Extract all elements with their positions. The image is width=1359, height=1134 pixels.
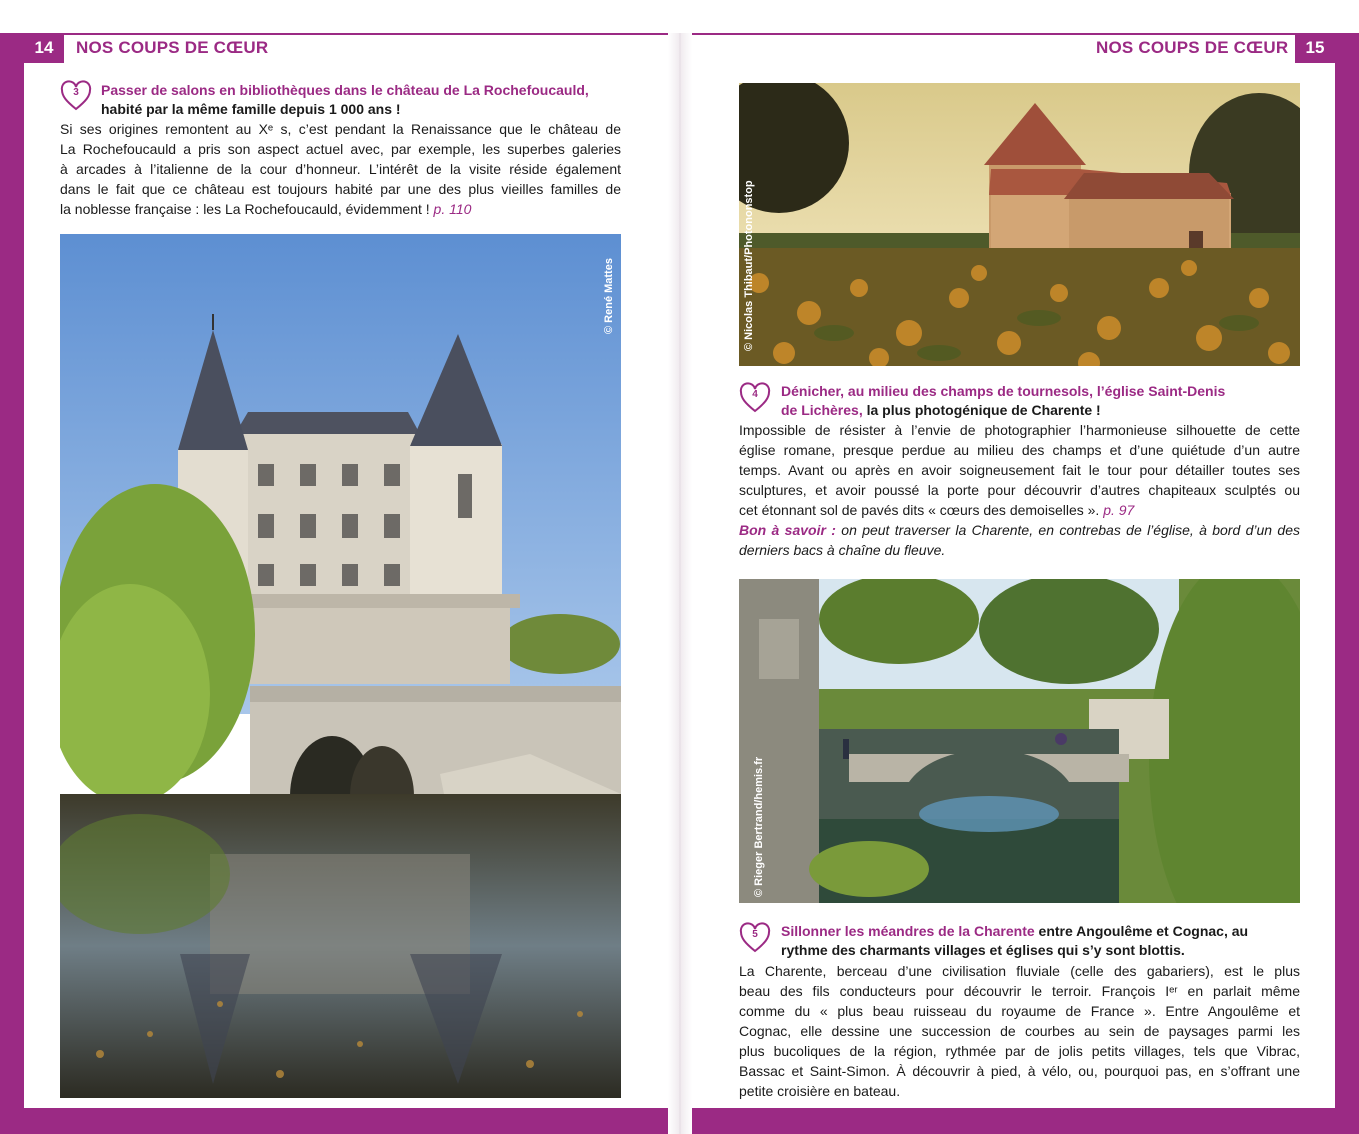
body-line: temps. Avant ou après en avoir soigneusement fait le tour pour détailler toutes ses	[739, 462, 1300, 478]
entry-4-title-highlight: de Lichères,	[781, 402, 863, 418]
body-line: beau des fils conducteurs pour découvrir le terroir. François Iᵉʳ en parlait même	[739, 983, 1300, 999]
right-header-rule	[692, 33, 1335, 35]
entry-5-title-rest: rythme des charmants villages et églises qui s’y sont blottis.	[781, 942, 1185, 958]
right-running-title: NOS COUPS DE CŒUR	[1096, 38, 1289, 57]
body-line	[739, 500, 1300, 520]
entry-4-title-rest: la plus photogénique de Charente !	[862, 402, 1101, 418]
photo-credit: © René Mattes	[603, 258, 615, 334]
right-page-number: 15	[1295, 33, 1335, 63]
body-line: Bassac et Saint-Simon. À découvrir à pied, à vélo, ou, pourquoi pas, en s’offrant une	[739, 1063, 1300, 1079]
body-line: Cognac, elle dessine une succession de courbes au sein de paysages parmi les	[739, 1023, 1300, 1039]
body-text: cet étonnant sol de pavés dits « cœurs des demoiselles ».	[739, 502, 1104, 518]
entry-5-body	[739, 961, 1300, 1101]
entry-5-title-rest: entre Angoulême et Cognac, au	[1034, 923, 1249, 939]
entry-number: 4	[752, 389, 758, 400]
bon-a-savoir-label: Bon à savoir :	[739, 522, 836, 538]
photo-eglise-saint-denis	[739, 83, 1300, 366]
entry-4-body	[739, 420, 1300, 560]
entry-3-title-highlight: Passer de salons en bibliothèques dans le château de La Rochefoucauld,	[101, 82, 589, 98]
page-reference-link[interactable]: p. 110	[433, 201, 472, 217]
body-line: La Rochefoucauld a pris son aspect actuel avec, par exemple, les superbes galeries	[60, 141, 621, 157]
entry-4-title	[781, 382, 1301, 420]
left-page-border	[0, 33, 24, 1134]
body-line: Si ses origines remontent au Xᵉ s, c’est pendant la Renaissance que le château de	[60, 121, 621, 137]
body-line: sculptures, et avoir poussé la porte pour découvrir d’autres chapiteaux sculptés ou	[739, 482, 1300, 498]
body-line	[60, 199, 621, 219]
book-spine	[668, 33, 692, 1134]
body-line: dans le fait que ce château est toujours habité par une des plus vieilles familles de	[60, 181, 621, 197]
left-header-rule	[24, 33, 668, 35]
entry-number: 5	[752, 929, 758, 940]
entry-5-title	[781, 922, 1301, 960]
entry-number: 3	[73, 87, 79, 98]
body-line: petite croisière en bateau.	[739, 1083, 901, 1099]
heart-number-3-icon	[60, 80, 92, 112]
heart-number-4-icon	[739, 382, 771, 414]
heart-number-5-icon	[739, 922, 771, 954]
photo-charente-bridge	[739, 579, 1300, 903]
bon-a-savoir-line: derniers bacs à chaîne du fleuve.	[739, 542, 946, 558]
left-page-number: 14	[24, 33, 64, 63]
entry-3-title	[101, 81, 621, 119]
body-line: à arcades à l’italienne de la cour d’honneur. L’intérêt de la visite réside également	[60, 161, 621, 177]
photo-credit: © Nicolas Thibaut/Photononstop	[743, 180, 755, 351]
photo-credit: © Rieger Bertrand/hemis.fr	[753, 756, 765, 897]
right-page-border	[1335, 33, 1359, 1134]
body-line: Impossible de résister à l’envie de photographier l’harmonieuse silhouette de cette	[739, 422, 1300, 438]
entry-4-title-highlight: Dénicher, au milieu des champs de tournesols, l’église Saint-Denis	[781, 383, 1226, 399]
bon-a-savoir-line	[739, 520, 1300, 540]
left-running-title: NOS COUPS DE CŒUR	[76, 38, 269, 57]
body-line: La Charente, berceau d’une civilisation fluviale (celle des gabariers), est le plus	[739, 963, 1300, 979]
entry-3-title-rest: habité par la même famille depuis 1 000 ans !	[101, 101, 401, 117]
body-line: comme du « plus beau ruisseau du royaume de France ». Entre Angoulême et	[739, 1003, 1300, 1019]
bon-a-savoir-text: on peut traverser la Charente, en contrebas de l’église, à bord d’un des	[835, 522, 1300, 538]
body-text: la noblesse française : les La Rochefoucauld, évidemment !	[60, 201, 434, 217]
page-reference-link[interactable]: p. 97	[1103, 502, 1135, 518]
body-line: église romane, presque perdue au milieu des champs et d’une quiétude d’un autre	[739, 442, 1300, 458]
entry-3-body	[60, 119, 621, 219]
photo-chateau-la-rochefoucauld	[60, 234, 621, 1098]
entry-5-title-highlight: Sillonner les méandres de la Charente	[781, 923, 1035, 939]
body-line: plus bucoliques de la région, rythmée par de jolis petits villages, tels que Vibrac,	[739, 1043, 1300, 1059]
